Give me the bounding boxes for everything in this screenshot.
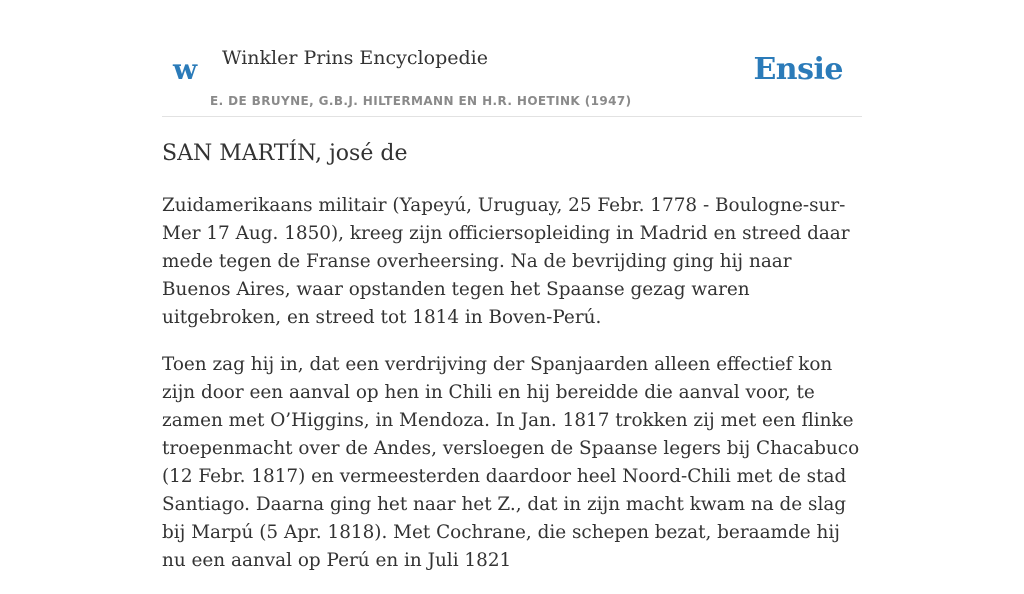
article-body bbox=[162, 192, 862, 594]
ensie-logo-link[interactable]: Ensie bbox=[753, 52, 843, 87]
winkler-prins-logo[interactable]: w bbox=[173, 53, 197, 86]
article-paragraph: Toen zag hij in, dat een verdrijving der Spanjaarden alleen effectief kon zijn door een aanval op hen in Chili en hij bereidde die aanval voor, te zamen met O’Higgins, in Mendoza. In Jan. 1817 trokken zij met een flinke troepenmacht over de Andes, versloegen de Spaanse legers bij Chacabuco (12 Febr. 1817) en vermeesterden daardoor heel Noord-Chili met de stad Santiago. Daarna ging het naar het Z., dat in zijn macht kwam na de slag bij Marpú (5 Apr. 1818). Met Cochrane, die schepen bezat, beraamde hij nu een aanval op Perú en in Juli 1821 bbox=[162, 354, 860, 571]
article-paragraph: Zuidamerikaans militair (Yapeyú, Uruguay, 25 Febr. 1778 - Boulogne-sur-Mer 17 Aug. 1850), kreeg zijn officiersopleiding in Madrid en streed daar mede tegen de Franse overheersing. Na de bevrijding ging hij naar Buenos Aires, waar opstanden tegen het Spaanse gezag waren uitgebroken, en streed tot 1814 in Boven-Perú. bbox=[162, 195, 850, 328]
encyclopedia-title[interactable]: Winkler Prins Encyclopedie bbox=[222, 47, 488, 69]
article-headword: SAN MARTÍN, josé de bbox=[162, 141, 408, 166]
encyclopedia-authors: E. DE BRUYNE, G.B.J. HILTERMANN EN H.R. HOETINK (1947) bbox=[210, 94, 632, 108]
site-header bbox=[162, 0, 862, 117]
